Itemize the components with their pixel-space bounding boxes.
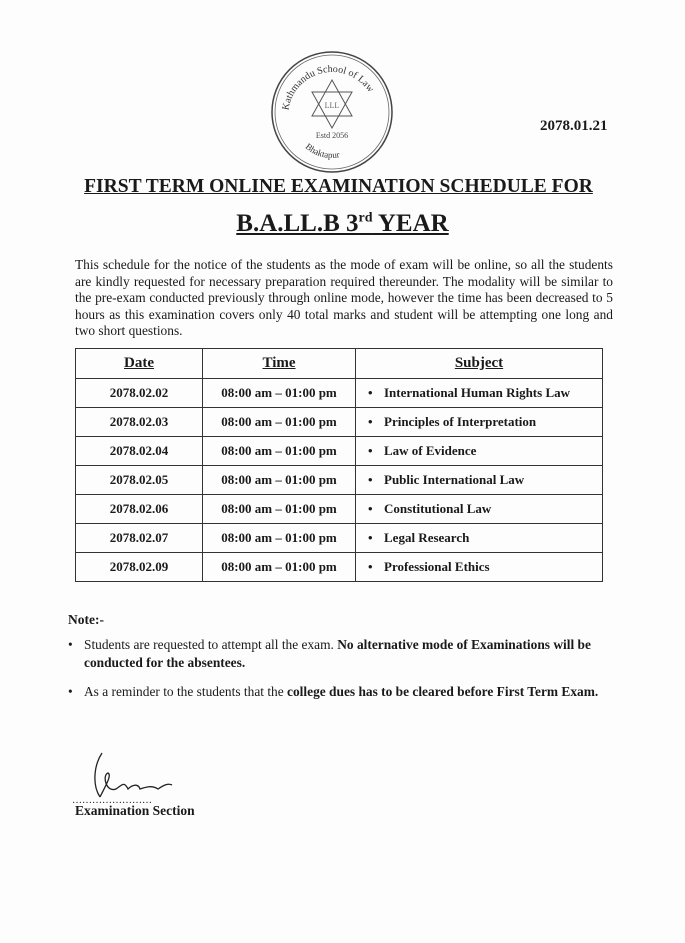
issuing-section: Examination Section — [75, 803, 195, 818]
subject-cell — [356, 553, 603, 582]
date-cell: 2078.02.03 — [76, 408, 203, 437]
note-item — [68, 636, 608, 672]
subject-cell — [356, 379, 603, 408]
note-text: As a reminder to the students that the — [84, 684, 288, 699]
bullet-icon: • — [68, 637, 73, 652]
schedule-title — [0, 176, 685, 198]
date-cell: 2078.02.09 — [76, 553, 203, 582]
note-label: Note:- — [68, 612, 104, 627]
program-name: B.A.LL.B 3 — [236, 210, 359, 237]
subject-name: International Human Rights Law — [384, 385, 570, 400]
signature-image — [72, 745, 182, 805]
title-line-1: FIRST TERM ONLINE EXAMINATION SCHEDULE FOR — [84, 176, 593, 197]
note-tail: . — [594, 684, 599, 699]
bullet-icon: • — [368, 443, 373, 458]
table-row — [76, 524, 603, 553]
svg-text:Bhaktapur: Bhaktapur — [303, 141, 341, 161]
subject-cell — [356, 466, 603, 495]
svg-text:Estd 2056: Estd 2056 — [315, 131, 349, 140]
table-row — [76, 437, 603, 466]
table-row — [76, 495, 603, 524]
time-cell: 08:00 am – 01:00 pm — [203, 466, 356, 495]
subject-name: Principles of Interpretation — [384, 414, 537, 429]
time-cell: 08:00 am – 01:00 pm — [203, 495, 356, 524]
time-cell: 08:00 am – 01:00 pm — [203, 437, 356, 466]
header-date: Date — [76, 349, 203, 379]
subject-name: Public International Law — [384, 472, 525, 487]
subject-name: Constitutional Law — [384, 501, 492, 516]
note-text: Students are requested to attempt all the exam. — [84, 637, 338, 652]
time-cell: 08:00 am – 01:00 pm — [203, 524, 356, 553]
header-time: Time — [203, 349, 356, 379]
subject-name: Legal Research — [384, 530, 470, 545]
bullet-icon: • — [368, 385, 373, 400]
svg-text:Kathmandu School of Law: Kathmandu School of Law — [280, 63, 376, 112]
subject-name: Professional Ethics — [384, 559, 490, 574]
table-row — [76, 379, 603, 408]
bullet-icon: • — [68, 684, 73, 699]
date-cell: 2078.02.05 — [76, 466, 203, 495]
table-row — [76, 466, 603, 495]
date-cell: 2078.02.04 — [76, 437, 203, 466]
bullet-icon: • — [368, 501, 373, 516]
table-row — [76, 408, 603, 437]
time-cell: 08:00 am – 01:00 pm — [203, 379, 356, 408]
time-cell: 08:00 am – 01:00 pm — [203, 408, 356, 437]
program-title — [0, 210, 685, 238]
time-cell: 08:00 am – 01:00 pm — [203, 553, 356, 582]
note-bold-text: college dues has to be cleared before First Term Exam — [287, 684, 595, 699]
intro-paragraph: This schedule for the notice of the students as the mode of exam will be online, so all the students are kindly requested for necessary preparation required thereunder. The modality will be similar to the pre-exam conducted previously through online mode, however the time has been decreased to 5 hours as this examination covers only 40 total marks and student will be attempting one long and two short questions. — [75, 257, 613, 339]
date-cell: 2078.02.02 — [76, 379, 203, 408]
table-row — [76, 553, 603, 582]
bullet-icon: • — [368, 530, 373, 545]
year-word: YEAR — [372, 210, 449, 237]
date-cell: 2078.02.07 — [76, 524, 203, 553]
notice-date: 2078.01.21 — [540, 118, 608, 134]
date-cell: 2078.02.06 — [76, 495, 203, 524]
subject-name: Law of Evidence — [384, 443, 477, 458]
subject-cell — [356, 408, 603, 437]
note-bold-text: No alternative mode of Examinations will be conducted for the absentees. — [84, 637, 591, 670]
bullet-icon: • — [368, 472, 373, 487]
note-item — [68, 683, 608, 701]
schedule-table — [75, 348, 603, 582]
subject-cell — [356, 524, 603, 553]
college-seal-logo — [270, 50, 394, 174]
subject-cell — [356, 495, 603, 524]
svg-text:LLL: LLL — [324, 101, 340, 110]
signature-line: …………………… — [72, 795, 152, 805]
subject-cell — [356, 437, 603, 466]
bullet-icon: • — [368, 559, 373, 574]
ordinal-suffix: rd — [358, 210, 373, 226]
header-subject: Subject — [356, 349, 603, 379]
bullet-icon: • — [368, 414, 373, 429]
